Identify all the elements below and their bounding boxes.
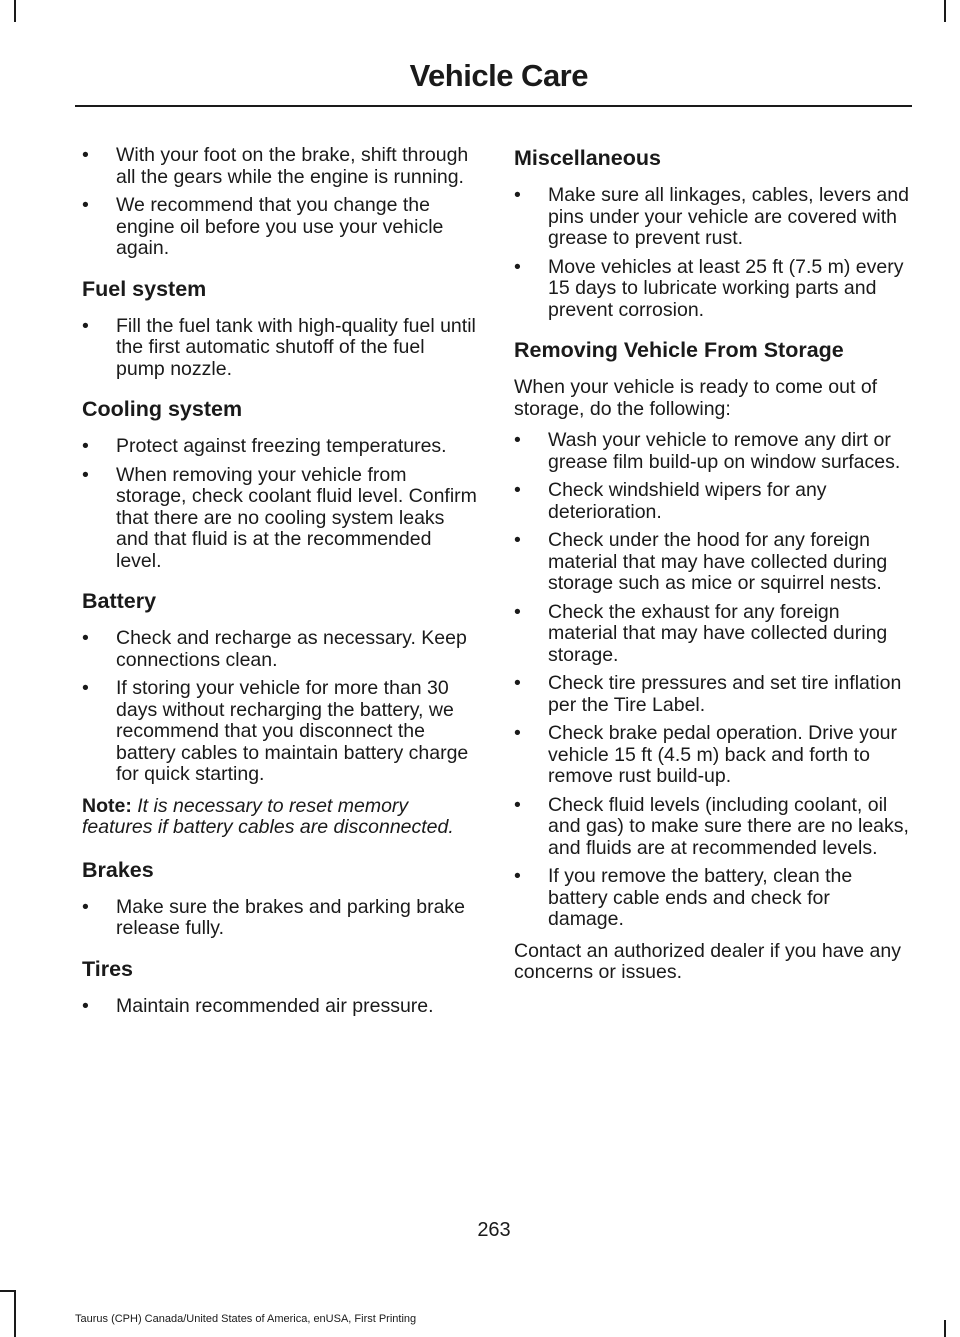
list-item: • When removing your vehicle from storage, check coolant fluid level. Confirm that there are no cooling system leaks and that fluid is at the recommended level. — [82, 463, 477, 572]
fuel-system-list — [82, 316, 477, 381]
bullet-icon: • — [514, 722, 521, 744]
bullet-icon: • — [514, 429, 521, 451]
bullet-icon: • — [82, 677, 89, 699]
header-divider — [75, 105, 912, 107]
list-item: • We recommend that you change the engine oil before you use your vehicle again. — [82, 194, 444, 259]
cooling-system-list — [82, 436, 477, 572]
bullet-icon: • — [514, 672, 521, 694]
crop-mark-bottom-left-corner — [0, 1290, 16, 1292]
bullet-icon: • — [82, 627, 89, 649]
list-item: • Check under the hood for any foreign material that may have collected during storage such as mice or squirrel nests. — [514, 529, 888, 594]
miscellaneous-list — [514, 185, 910, 321]
battery-list — [82, 628, 477, 786]
bullet-icon: • — [82, 895, 89, 918]
note-label: Note: — [82, 794, 132, 817]
footer-edition-text: Taurus (CPH) Canada/United States of America, enUSA, First Printing — [75, 1313, 417, 1325]
list-item: • Check and recharge as necessary. Keep connections clean. — [82, 627, 467, 671]
bullet-icon: • — [82, 194, 89, 216]
list-item: • Make sure all linkages, cables, levers and pins under your vehicle are covered with grease to prevent rust. — [514, 184, 909, 249]
section-heading-battery: Battery — [82, 589, 157, 613]
list-item: • With your foot on the brake, shift through all the gears while the engine is running. — [82, 144, 469, 188]
bullet-icon: • — [82, 994, 89, 1017]
removing-intro: When your vehicle is ready to come out of storage, do the following: — [514, 376, 878, 420]
bullet-icon: • — [514, 479, 521, 501]
list-item: • Check tire pressures and set tire inflation per the Tire Label. — [514, 672, 902, 716]
page-title: Vehicle Care — [409, 58, 588, 93]
section-heading-removing-from-storage: Removing Vehicle From Storage — [514, 338, 844, 362]
note-text: It is necessary to reset memory features if battery cables are disconnected. — [82, 794, 454, 838]
tires-list — [82, 996, 477, 1018]
crop-mark-bottom-left — [14, 1290, 16, 1337]
left-column — [82, 145, 477, 1024]
removing-closing: Contact an authorized dealer if you have any concerns or issues. — [514, 939, 902, 983]
intro-bullet-list — [82, 145, 477, 260]
list-item: • Check the exhaust for any foreign material that may have collected during storage. — [514, 600, 888, 666]
list-item: • If you remove the battery, clean the battery cable ends and check for damage. — [514, 865, 853, 930]
bullet-icon: • — [82, 314, 89, 337]
list-item: • Check brake pedal operation. Drive your vehicle 15 ft (4.5 m) back and forth to remove rust build-up. — [514, 722, 898, 787]
bullet-icon: • — [514, 793, 521, 816]
list-item: • Maintain recommended air pressure. — [82, 994, 434, 1017]
bullet-icon: • — [514, 255, 521, 278]
bullet-icon: • — [82, 435, 89, 457]
bullet-icon: • — [514, 865, 521, 887]
section-heading-fuel-system: Fuel system — [82, 276, 207, 301]
list-item: • If storing your vehicle for more than 30 days without recharging the battery, we recommend that you disconnect the battery cables to maintain battery charge for quick starting. — [82, 677, 469, 785]
list-item: • Protect against freezing temperatures. — [82, 435, 447, 457]
crop-mark-top-left — [14, 0, 16, 22]
list-item: • Fill the fuel tank with high-quality fuel until the first automatic shutoff of the fuel pump nozzle. — [82, 314, 476, 380]
list-item: • Check windshield wipers for any deterioration. — [514, 479, 827, 523]
bullet-icon: • — [514, 529, 521, 551]
battery-note — [82, 796, 477, 839]
list-item: • Wash your vehicle to remove any dirt or grease film build-up on window surfaces. — [514, 429, 901, 473]
section-heading-miscellaneous: Miscellaneous — [514, 146, 661, 170]
section-heading-cooling-system: Cooling system — [82, 397, 243, 421]
bullet-icon: • — [82, 463, 89, 486]
section-heading-brakes: Brakes — [82, 857, 154, 882]
list-item: • Make sure the brakes and parking brake release fully. — [82, 895, 466, 939]
list-item: • Move vehicles at least 25 ft (7.5 m) every 15 days to lubricate working parts and prevent corrosion. — [514, 255, 904, 321]
brakes-list — [82, 897, 477, 940]
list-item: • Check fluid levels (including coolant, oil and gas) to make sure there are no leaks, and fluids are at recommended levels. — [514, 793, 909, 859]
removing-list — [514, 430, 910, 931]
right-column — [514, 145, 910, 998]
bullet-icon: • — [514, 184, 521, 206]
section-heading-tires: Tires — [82, 956, 133, 981]
page-number: 263 — [477, 1219, 511, 1241]
bullet-icon: • — [82, 144, 89, 166]
bullet-icon: • — [514, 600, 521, 623]
crop-mark-top-right — [944, 0, 946, 22]
crop-mark-bottom-right — [944, 1320, 946, 1337]
